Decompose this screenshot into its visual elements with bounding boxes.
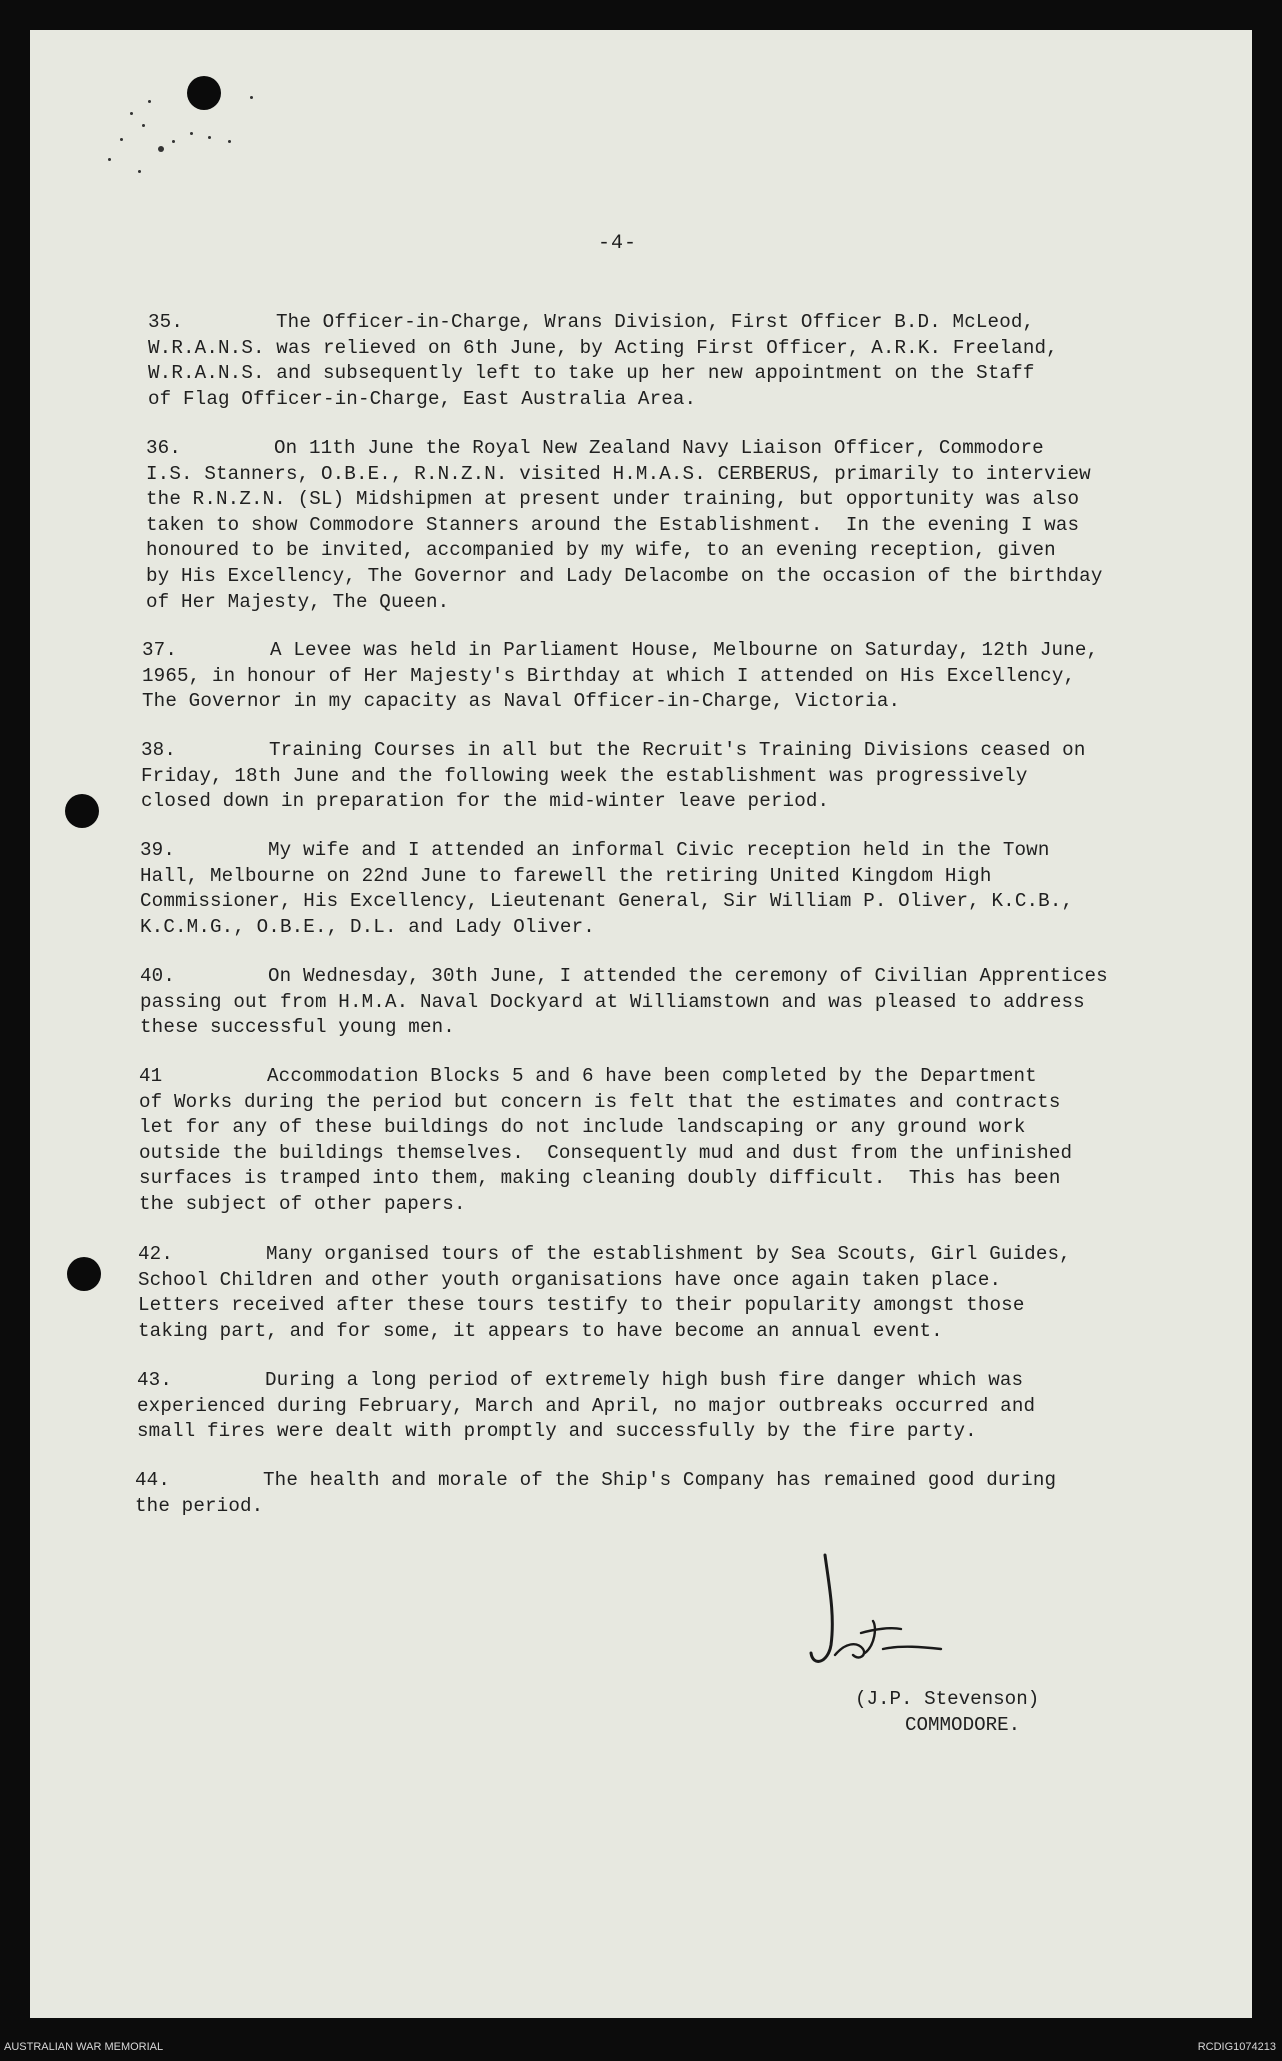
paragraph-text: small fires were dealt with promptly and successfully by the fire party. [137, 1420, 977, 1443]
paragraph-text: taken to show Commodore Stanners around the Establishment. In the evening I was [146, 513, 1080, 536]
paragraph-line [140, 915, 1073, 941]
paragraph-text: The health and morale of the Ship's Company has remained good during [263, 1469, 1057, 1491]
paragraph-text: of Her Majesty, The Queen. [146, 590, 450, 613]
paragraph-text: by His Excellency, The Governor and Lady Delacombe on the occasion of the birthday [146, 564, 1103, 587]
paragraph-number: 37. [142, 639, 177, 661]
paragraph-44 [135, 1468, 1056, 1519]
paragraph-line [146, 462, 1102, 488]
paragraph-line [139, 1090, 1072, 1116]
paragraph-line [146, 436, 1102, 462]
paragraph-text: passing out from H.M.A. Naval Dockyard at Williamstown and was pleased to address [140, 990, 1085, 1013]
paragraph-line [140, 838, 1073, 864]
paragraph-number: 44. [135, 1469, 170, 1491]
signatory-rank: COMMODORE. [905, 1714, 1021, 1736]
paragraph-number: 42. [138, 1243, 173, 1265]
paragraph-line [142, 689, 1098, 715]
paragraph-text: of Flag Officer-in-Charge, East Australia Area. [148, 387, 697, 410]
paragraph-line [138, 1242, 1071, 1268]
paragraph-35 [148, 310, 1058, 412]
paragraph-line [146, 538, 1102, 564]
paragraph-41 [139, 1064, 1072, 1218]
paragraph-text: The Officer-in-Charge, Wrans Division, First Officer B.D. McLeod, [276, 311, 1035, 333]
paragraph-text: experienced during February, March and April, no major outbreaks occurred and [137, 1394, 1036, 1417]
paragraph-text: taking part, and for some, it appears to have become an annual event. [138, 1319, 943, 1342]
paragraph-line [141, 789, 1086, 815]
paragraph-40 [140, 964, 1108, 1041]
paragraph-line [139, 1166, 1072, 1192]
paragraph-text: of Works during the period but concern is felt that the estimates and contracts [139, 1090, 1061, 1113]
paragraph-text: these successful young men. [140, 1016, 455, 1039]
punch-hole-middle [65, 794, 99, 828]
paragraph-line [140, 864, 1073, 890]
paragraph-text: Hall, Melbourne on 22nd June to farewell the retiring United Kingdom High [140, 864, 992, 887]
paragraph-number: 41 [139, 1065, 163, 1087]
paragraph-number: 43. [137, 1369, 172, 1391]
paragraph-39 [140, 838, 1073, 940]
paragraph-text: School Children and other youth organisations have once again taken place. [138, 1268, 1002, 1291]
paragraph-text: Many organised tours of the establishment by Sea Scouts, Girl Guides, [266, 1243, 1071, 1265]
paragraph-number: 36. [146, 437, 181, 459]
paragraph-42 [138, 1242, 1071, 1344]
paragraph-text: the R.N.Z.N. (SL) Midshipmen at present under training, but opportunity was also [146, 488, 1080, 511]
paragraph-43 [137, 1368, 1035, 1445]
paragraph-number: 38. [141, 739, 176, 761]
paragraph-line [138, 1293, 1071, 1319]
paragraph-text: Accommodation Blocks 5 and 6 have been completed by the Department [267, 1065, 1037, 1087]
paragraph-text: honoured to be invited, accompanied by my wife, to an evening reception, given [146, 539, 1056, 562]
paragraph-line [148, 387, 1058, 413]
paragraph-line [141, 738, 1086, 764]
paragraph-line [148, 310, 1058, 336]
paragraph-line [139, 1192, 1072, 1218]
footer-archive-name: AUSTRALIAN WAR MEMORIAL [4, 2041, 164, 2053]
paragraph-line [141, 764, 1086, 790]
paragraph-text: K.C.M.G., O.B.E., D.L. and Lady Oliver. [140, 915, 595, 938]
paragraph-line [142, 664, 1098, 690]
punch-hole-top [187, 76, 221, 110]
paragraph-text: On Wednesday, 30th June, I attended the ceremony of Civilian Apprentices [268, 965, 1108, 987]
paragraph-text: outside the buildings themselves. Consequently mud and dust from the unfinished [139, 1141, 1073, 1164]
paragraph-line [137, 1394, 1035, 1420]
paragraph-line [146, 564, 1102, 590]
paragraph-line [140, 1015, 1108, 1041]
paragraph-line [142, 638, 1098, 664]
paragraph-line [146, 487, 1102, 513]
paragraph-text: W.R.A.N.S. was relieved on 6th June, by Acting First Officer, A.R.K. Freeland, [148, 336, 1058, 359]
paragraph-line [138, 1319, 1071, 1345]
paragraph-text: I.S. Stanners, O.B.E., R.N.Z.N. visited H.M.A.S. CERBERUS, primarily to interview [146, 462, 1091, 485]
paragraph-38 [141, 738, 1086, 815]
paragraph-text: the subject of other papers. [139, 1192, 466, 1215]
footer-record-id: RCDIG1074213 [1197, 2041, 1276, 2053]
signatory-name: (J.P. Stevenson) [855, 1688, 1040, 1710]
paragraph-text: Commissioner, His Excellency, Lieutenant General, Sir William P. Oliver, K.C.B., [140, 890, 1074, 913]
paragraph-number: 35. [148, 311, 183, 333]
paragraph-text: On 11th June the Royal New Zealand Navy Liaison Officer, Commodore [274, 437, 1044, 459]
paragraph-line [138, 1268, 1071, 1294]
paragraph-line [135, 1468, 1056, 1494]
paragraph-line [139, 1141, 1072, 1167]
paragraph-text: surfaces is tramped into them, making cleaning doubly difficult. This has been [139, 1167, 1061, 1190]
paragraph-line [148, 361, 1058, 387]
paragraph-number: 40. [140, 965, 175, 987]
paragraph-line [146, 513, 1102, 539]
paragraph-text: 1965, in honour of Her Majesty's Birthday at which I attended on His Excellency, [142, 664, 1076, 687]
paragraph-text: My wife and I attended an informal Civic reception held in the Town [268, 839, 1050, 861]
paragraph-text: The Governor in my capacity as Naval Officer-in-Charge, Victoria. [142, 690, 901, 713]
paragraph-line [140, 964, 1108, 990]
page-number: -4- [598, 232, 638, 255]
paragraph-line [137, 1368, 1035, 1394]
paragraph-text: W.R.A.N.S. and subsequently left to take up her new appointment on the Staff [148, 362, 1035, 385]
handwritten-signature [805, 1545, 965, 1685]
paragraph-line [135, 1494, 1056, 1520]
paragraph-line [146, 590, 1102, 616]
paragraph-text: the period. [135, 1494, 264, 1517]
paragraph-text: During a long period of extremely high bush fire danger which was [265, 1369, 1024, 1391]
paragraph-text: let for any of these buildings do not include landscaping or any ground work [139, 1116, 1026, 1139]
paragraph-line [139, 1064, 1072, 1090]
paragraph-number: 39. [140, 839, 175, 861]
paragraph-text: Friday, 18th June and the following week the establishment was progressively [141, 764, 1028, 787]
paragraph-line [140, 990, 1108, 1016]
paragraph-line [139, 1115, 1072, 1141]
paragraph-text: A Levee was held in Parliament House, Melbourne on Saturday, 12th June, [270, 639, 1099, 661]
paragraph-line [137, 1419, 1035, 1445]
paragraph-line [140, 889, 1073, 915]
paragraph-36 [146, 436, 1102, 615]
paragraph-37 [142, 638, 1098, 715]
paragraph-text: closed down in preparation for the mid-winter leave period. [141, 790, 830, 813]
paragraph-text: Letters received after these tours testify to their popularity amongst those [138, 1294, 1025, 1317]
paragraph-line [148, 336, 1058, 362]
punch-hole-lower [67, 1257, 101, 1291]
paragraph-text: Training Courses in all but the Recruit's Training Divisions ceased on [269, 739, 1086, 761]
